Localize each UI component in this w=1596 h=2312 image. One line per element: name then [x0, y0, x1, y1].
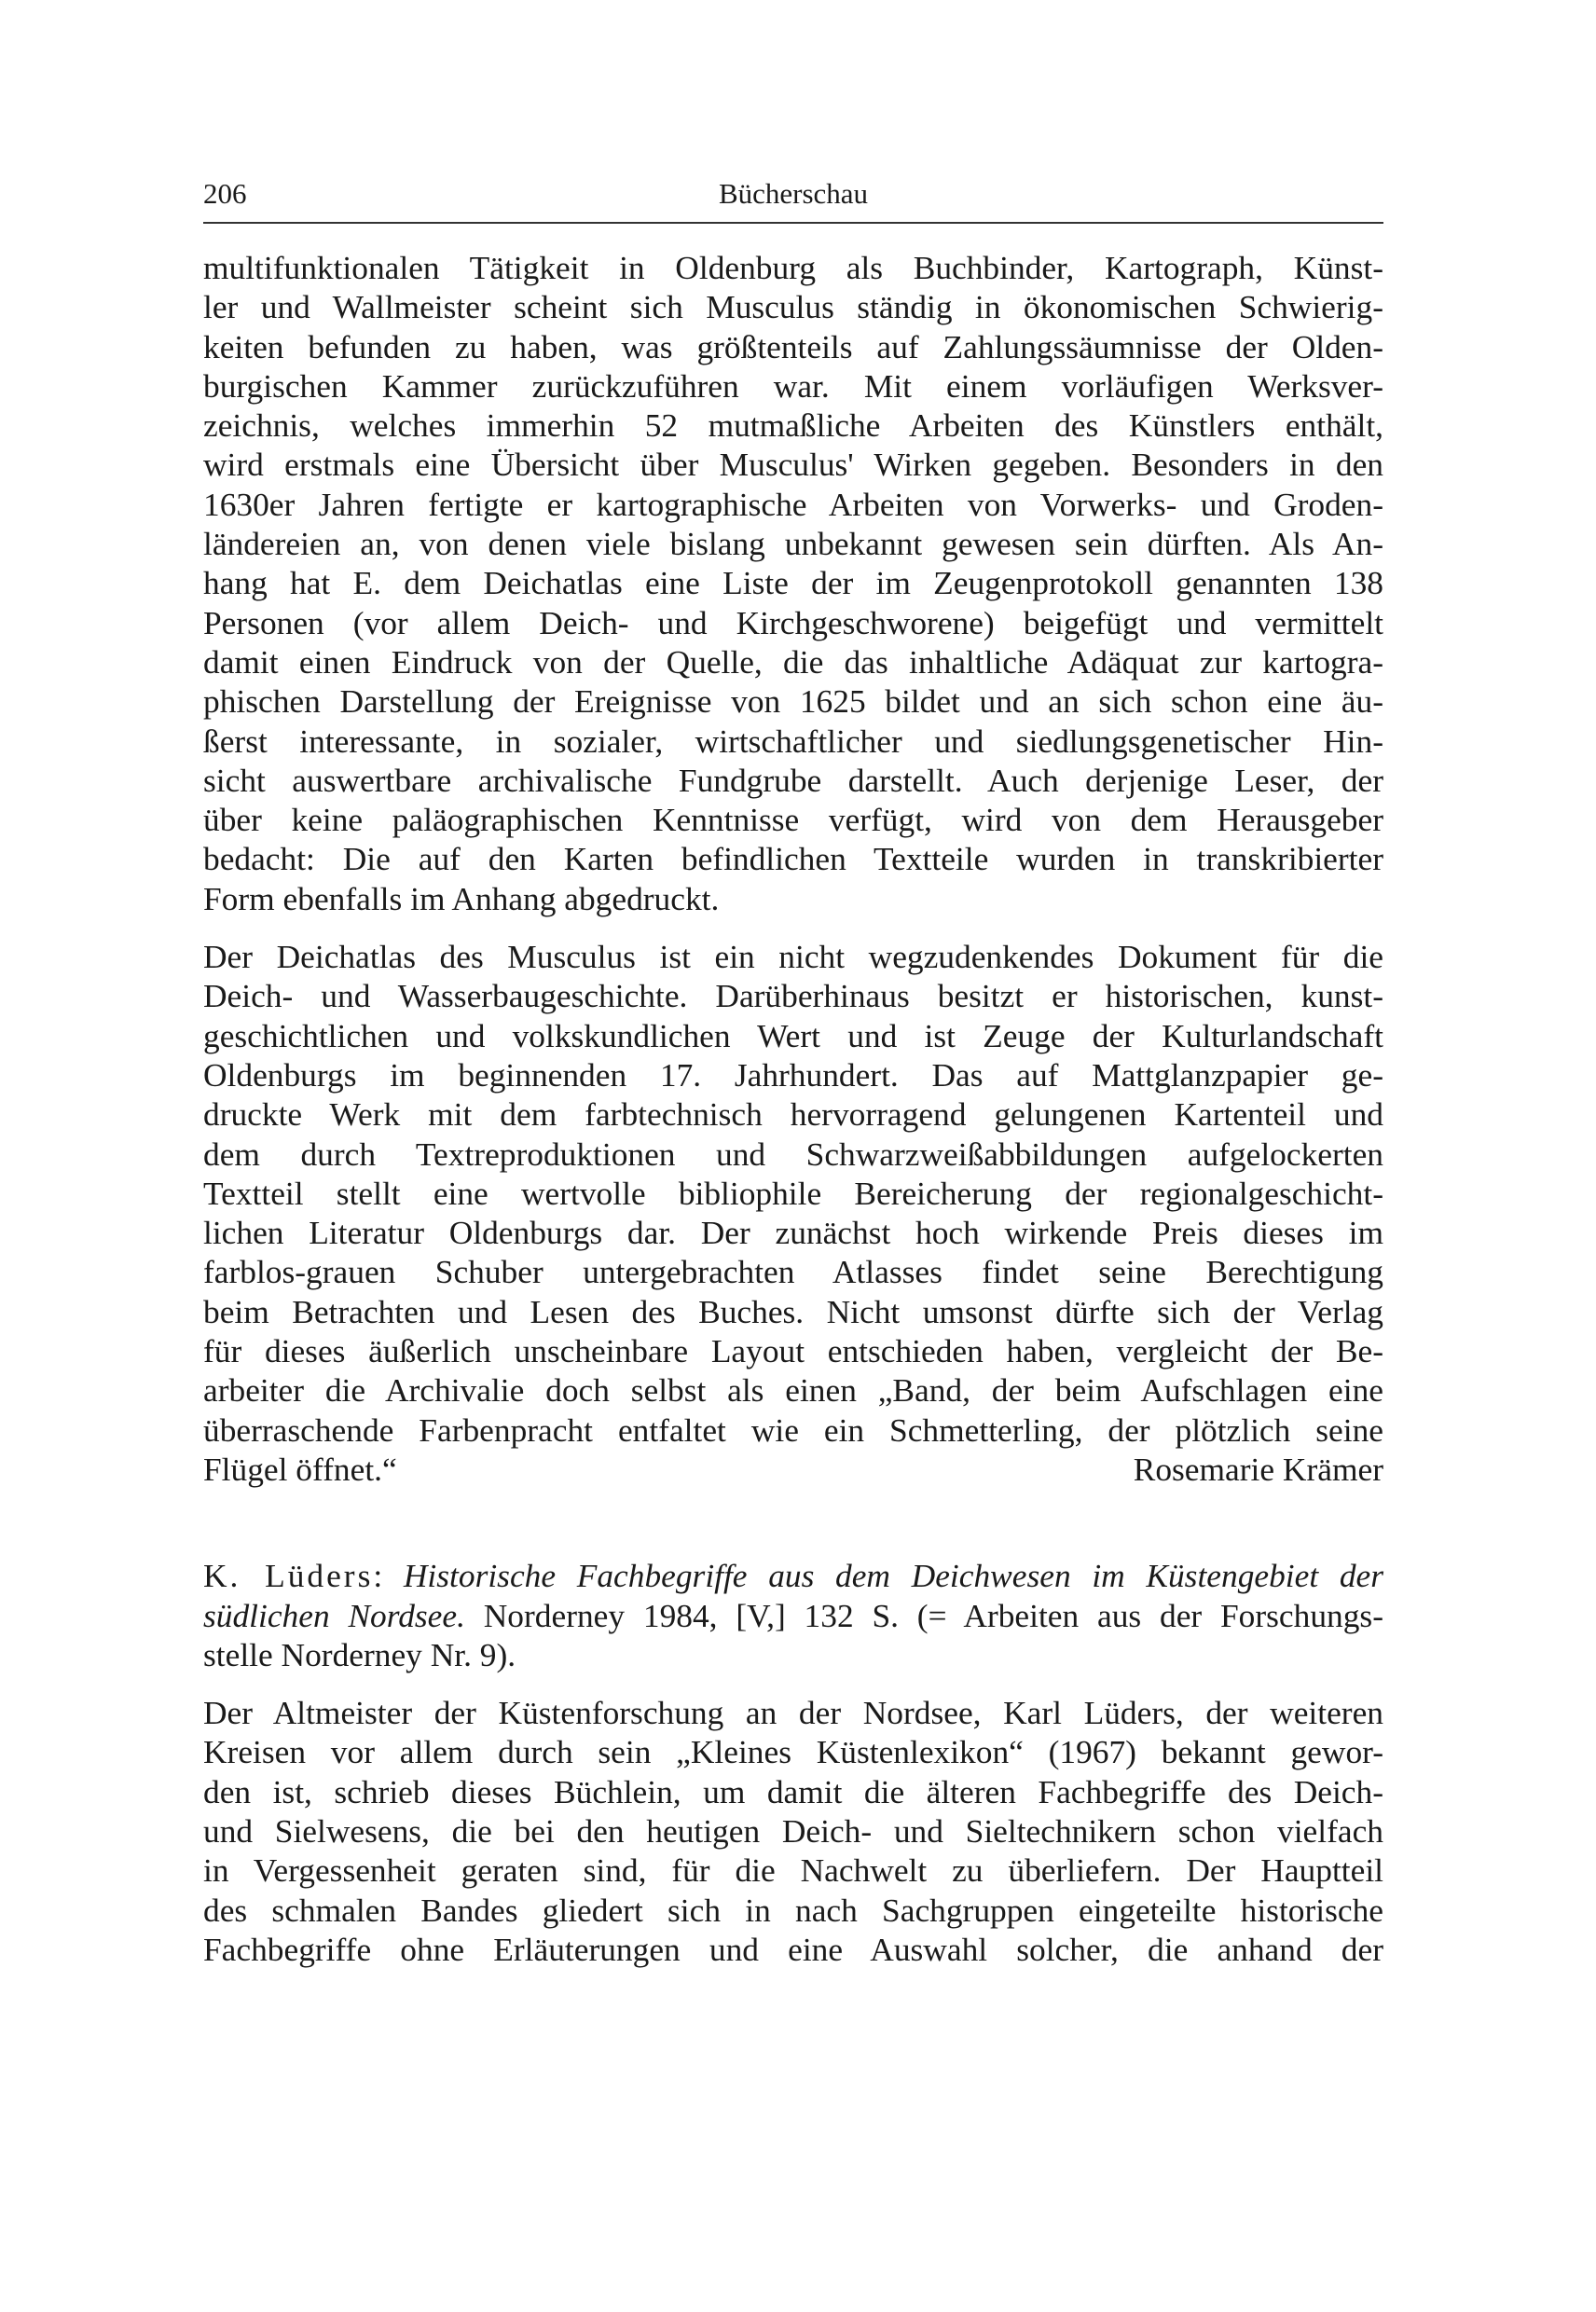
- text-line: ler und Wallmeister scheint sich Musculus ständig in ökonomischen Schwierig-: [203, 288, 1383, 326]
- text-line: ßerst interessante, in sozialer, wirtschaftlicher und siedlungsgenetischer Hin-: [203, 722, 1383, 760]
- text-line: über keine paläographischen Kenntnisse verfügt, wird von dem Herausgeber: [203, 801, 1383, 839]
- text-line: und Sielwesens, die bei den heutigen Deich- und Sieltechnikern schon vielfach: [203, 1811, 1383, 1850]
- text-line: den ist, schrieb dieses Büchlein, um damit die älteren Fachbegriffe des Deich-: [203, 1772, 1383, 1810]
- review-paragraph-1: [203, 248, 1383, 918]
- text-line: in Vergessenheit geraten sind, für die Nachwelt zu überliefern. Der Hauptteil: [203, 1851, 1383, 1890]
- text-line: für dieses äußerlich unscheinbare Layout entschieden haben, vergleicht der Be-: [203, 1332, 1383, 1370]
- text-line: phischen Darstellung der Ereignisse von 1625 bildet und an sich schon eine äu-: [203, 682, 1383, 721]
- text-line: ländereien an, von denen viele bislang unbekannt gewesen sein dürften. Als An-: [203, 525, 1383, 563]
- text-line: damit einen Eindruck von der Quelle, die das inhaltliche Adäquat zur kartogra-: [203, 642, 1383, 681]
- entry-colon: :: [373, 1557, 404, 1595]
- text-line: multifunktionalen Tätigkeit in Oldenburg als Buchbinder, Kartograph, Künst-: [203, 249, 1383, 286]
- text-line: überraschende Farbenpracht entfaltet wie ein Schmetterling, der plötzlich seine: [203, 1411, 1383, 1449]
- entry-author: K. Lüders: [203, 1557, 374, 1595]
- entry-line-2: [203, 1596, 1383, 1635]
- text-line: wird erstmals eine Übersicht über Musculus' Wirken gegeben. Besonders in den: [203, 446, 1383, 484]
- entry-title: Historische Fachbegriffe aus dem Deichwesen im Küstengebiet der: [403, 1557, 1384, 1595]
- text-line: Kreisen vor allem durch sein „Kleines Küstenlexikon“ (1967) bekannt gewor-: [203, 1733, 1383, 1771]
- entry-line-1: [203, 1556, 1383, 1595]
- text-line: des schmalen Bandes gliedert sich in nach Sachgruppen eingeteilte historische: [203, 1891, 1383, 1929]
- reviewer-name: Rosemarie Krämer: [1133, 1450, 1383, 1488]
- text-line: Fachbegriffe ohne Erläuterungen und eine Auswahl solcher, die anhand der: [203, 1930, 1383, 1968]
- text-line: Oldenburgs im beginnenden 17. Jahrhundert. Das auf Mattglanzpapier ge-: [203, 1055, 1383, 1094]
- text-line: Deich- und Wasserbaugeschichte. Darüberhinaus besitzt er historischen, kunst-: [203, 977, 1383, 1015]
- text-line: hang hat E. dem Deichatlas eine Liste der im Zeugenprotokoll genannten 138: [203, 564, 1383, 602]
- text-line: Der Altmeister der Küstenforschung an der Nordsee, Karl Lüders, der weiteren: [203, 1694, 1383, 1732]
- text-line: beim Betrachten und Lesen des Buches. Nicht umsonst dürfte sich der Verlag: [203, 1292, 1383, 1330]
- text-line: bedacht: Die auf den Karten befindlichen Textteile wurden in transkribierter: [203, 840, 1383, 878]
- text-line: dem durch Textreproduktionen und Schwarzweißabbildungen aufgelockerten: [203, 1135, 1383, 1173]
- running-head: Bücherschau: [718, 177, 869, 210]
- text-line: Textteil stellt eine wertvolle bibliophile Bereicherung der regionalgeschicht-: [203, 1174, 1383, 1212]
- entry-line-3: stelle Norderney Nr. 9).: [203, 1635, 516, 1673]
- text-line: Der Deichatlas des Musculus ist ein nicht wegzudenkendes Dokument für die: [203, 938, 1383, 976]
- text-line: sicht auswertbare archivalische Fundgrube darstellt. Auch derjenige Leser, der: [203, 761, 1383, 799]
- entry-title-continued: südlichen Nordsee.: [203, 1596, 465, 1634]
- bibliographic-entry: [203, 1556, 1383, 1674]
- text-line: Flügel öffnet.“: [203, 1450, 397, 1488]
- page-number: 206: [203, 177, 247, 210]
- review-text: [203, 248, 1383, 1969]
- text-line: farblos-grauen Schuber untergebrachten Atlasses findet seine Berechtigung: [203, 1253, 1383, 1291]
- text-line: Form ebenfalls im Anhang abgedruckt.: [203, 879, 720, 917]
- page-header: [203, 175, 1383, 224]
- text-line: geschichtlichen und volkskundlichen Wert und ist Zeuge der Kulturlandschaft: [203, 1016, 1383, 1054]
- closing-line: [203, 1450, 1383, 1489]
- review-paragraph-2: [203, 937, 1383, 1489]
- entry-publication: Norderney 1984, [V,] 132 S. (= Arbeiten aus der Forschungs-: [464, 1596, 1383, 1634]
- text-line: keiten befunden zu haben, was größtenteils auf Zahlungssäumnisse der Olden-: [203, 327, 1383, 365]
- text-line: lichen Literatur Oldenburgs dar. Der zunächst hoch wirkende Preis dieses im: [203, 1214, 1383, 1252]
- text-line: druckte Werk mit dem farbtechnisch hervorragend gelungenen Kartenteil und: [203, 1095, 1383, 1134]
- text-line: Personen (vor allem Deich- und Kirchgeschworene) beigefügt und vermittelt: [203, 603, 1383, 641]
- text-line: zeichnis, welches immerhin 52 mutmaßliche Arbeiten des Künstlers enthält,: [203, 406, 1383, 445]
- review-paragraph-3: [203, 1693, 1383, 1969]
- text-line: 1630er Jahren fertigte er kartographische Arbeiten von Vorwerks- und Groden-: [203, 485, 1383, 523]
- text-line: burgischen Kammer zurückzuführen war. Mit einem vorläufigen Werksver-: [203, 366, 1383, 405]
- text-line: arbeiter die Archivalie doch selbst als einen „Band, der beim Aufschlagen eine: [203, 1371, 1383, 1410]
